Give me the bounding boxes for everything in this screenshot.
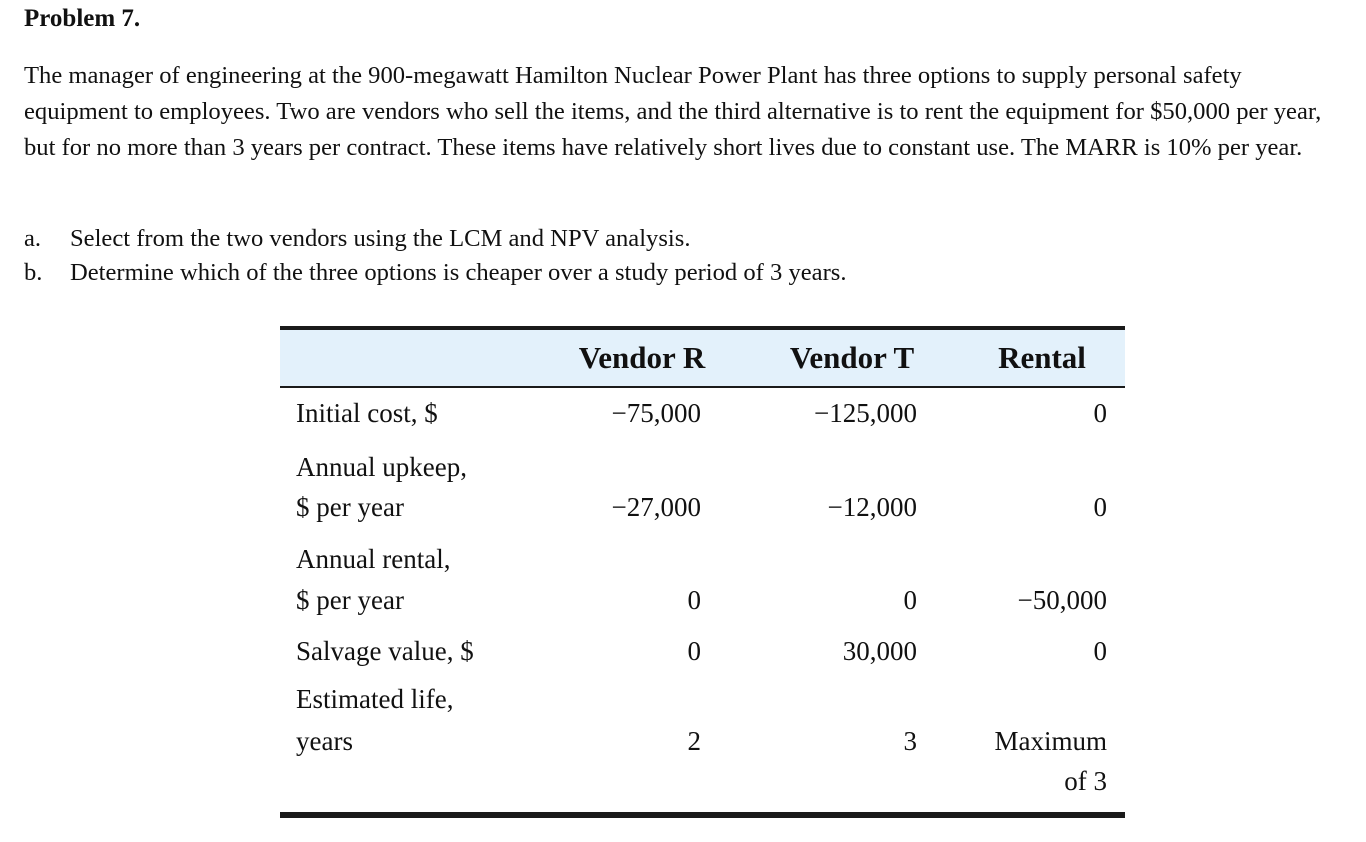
cell-initial-cost-rental: 0 xyxy=(1093,398,1107,428)
cell-salvage-vendor-t: 30,000 xyxy=(842,636,917,666)
part-a-letter: a. xyxy=(24,225,42,252)
part-b-letter: b. xyxy=(24,259,43,286)
alternatives-table xyxy=(280,326,1125,820)
cell-estimated-life-rental: Maximum xyxy=(994,726,1107,756)
cell-annual-rental-vendor-t: 0 xyxy=(903,585,917,615)
row-label-estimated-life-line1: Estimated life, xyxy=(296,684,454,714)
cell-annual-upkeep-rental: 0 xyxy=(1093,492,1107,522)
table-header-rule xyxy=(280,386,1125,388)
cell-initial-cost-vendor-t: −125,000 xyxy=(814,398,917,428)
cell-annual-upkeep-vendor-r: −27,000 xyxy=(611,492,701,522)
problem-parts-list xyxy=(24,222,1324,290)
row-label-annual-upkeep-line2: $ per year xyxy=(296,492,404,522)
row-label-estimated-life-line2: years xyxy=(296,726,353,756)
row-label-salvage-value: Salvage value, $ xyxy=(296,636,474,666)
cell-salvage-vendor-r: 0 xyxy=(687,636,701,666)
table-bottom-rule xyxy=(280,812,1125,818)
cell-annual-upkeep-vendor-t: −12,000 xyxy=(827,492,917,522)
column-header-vendor-r: Vendor R xyxy=(578,340,706,375)
part-b xyxy=(24,256,1324,290)
cell-annual-rental-vendor-r: 0 xyxy=(687,585,701,615)
part-a-text: Select from the two vendors using the LCM and NPV analysis. xyxy=(70,225,691,252)
cell-estimated-life-vendor-t: 3 xyxy=(903,726,917,756)
row-label-annual-rental-line2: $ per year xyxy=(296,585,404,615)
part-a xyxy=(24,222,1324,256)
cell-annual-rental-rental: −50,000 xyxy=(1017,585,1107,615)
part-b-text: Determine which of the three options is cheaper over a study period of 3 years. xyxy=(70,259,847,286)
cell-salvage-rental: 0 xyxy=(1093,636,1107,666)
row-label-annual-upkeep-line1: Annual upkeep, xyxy=(296,452,467,482)
cell-estimated-life-vendor-r: 2 xyxy=(687,726,701,756)
problem-statement: The manager of engineering at the 900-megawatt Hamilton Nuclear Power Plant has three options to supply personal safety equipment to employees. Two are vendors who sell the items, and the third alternative is to rent the equipment for $50,000 per year, but for no more than 3 years per contract. These items have relatively short lives due to constant use. The MARR is 10% per year. xyxy=(24,62,1322,161)
cell-estimated-life-rental-note: of 3 xyxy=(1064,766,1107,796)
row-label-initial-cost: Initial cost, $ xyxy=(296,398,438,428)
column-header-vendor-t: Vendor T xyxy=(789,340,915,375)
cell-initial-cost-vendor-r: −75,000 xyxy=(611,398,701,428)
column-header-rental: Rental xyxy=(998,340,1086,375)
row-label-annual-rental-line1: Annual rental, xyxy=(296,544,451,574)
problem-heading: Problem 7. xyxy=(24,5,141,32)
